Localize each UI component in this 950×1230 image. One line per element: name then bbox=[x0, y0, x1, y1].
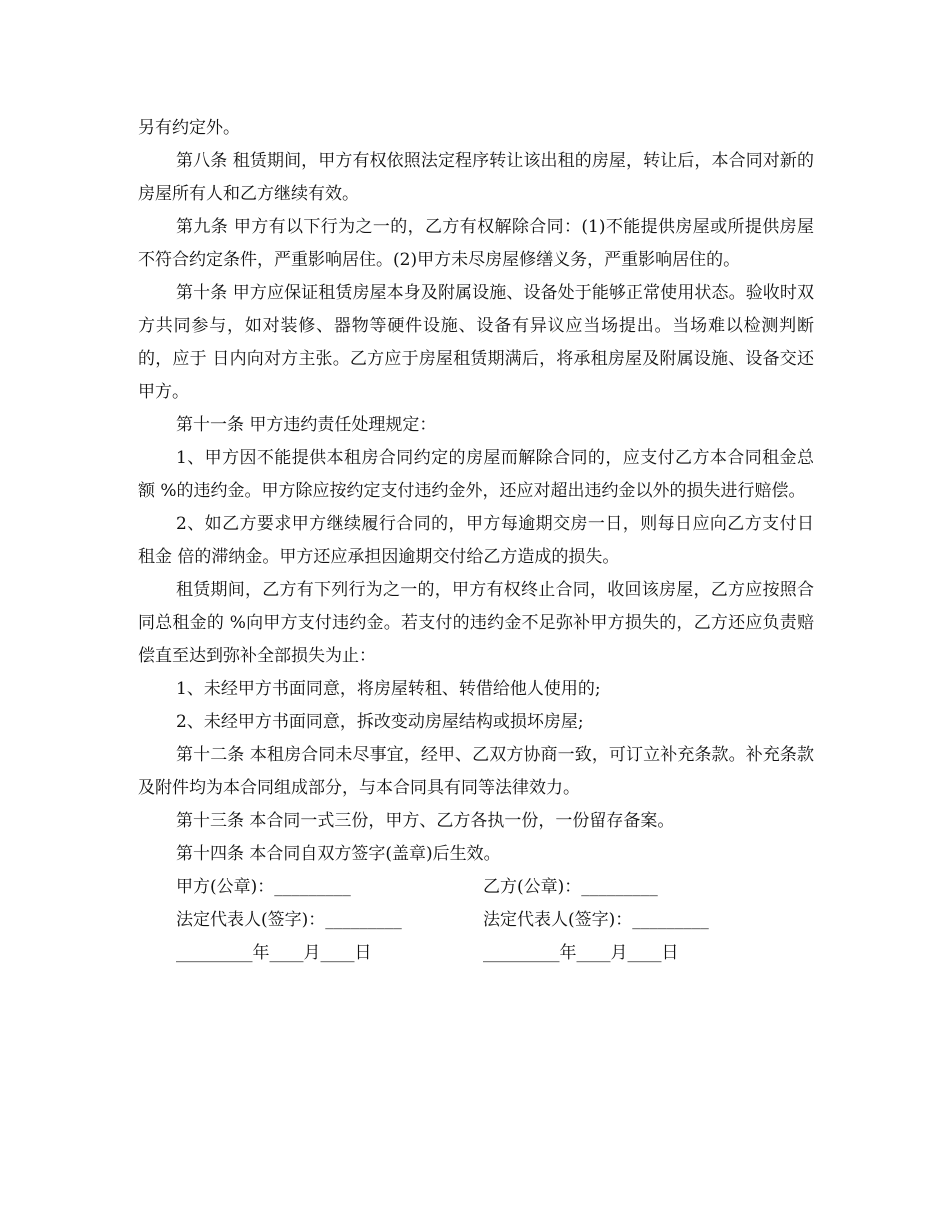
party-a-date-field: _________年____月____日 bbox=[176, 943, 372, 963]
party-b-date-field: _________年____月____日 bbox=[483, 943, 679, 963]
paragraph-continuation: 另有约定外。 bbox=[138, 118, 240, 138]
party-a-representative-field: 法定代表人(签字)：_________ bbox=[176, 910, 402, 930]
article-8: 第八条 租赁期间，甲方有权依照法定程序转让该出租的房屋，转让后，本合同对新的房屋所有人和乙方继续有效。 bbox=[138, 151, 814, 204]
party-a-seal-field: 甲方(公章)：_________ bbox=[176, 877, 351, 897]
party-b-representative-field: 法定代表人(签字)：_________ bbox=[483, 910, 709, 930]
signature-row-seal bbox=[138, 871, 814, 904]
tenant-breach-item-1: 1、未经甲方书面同意，将房屋转租、转借给他人使用的; bbox=[176, 679, 601, 699]
contract-body bbox=[138, 112, 814, 970]
article-14: 第十四条 本合同自双方签字(盖章)后生效。 bbox=[176, 844, 501, 864]
article-11-item-2: 2、如乙方要求甲方继续履行合同的，甲方每逾期交房一日，则每日应向乙方支付日租金 倍的滞纳金。甲方还应承担因逾期交付给乙方造成的损失。 bbox=[138, 514, 814, 567]
signature-row-representative bbox=[138, 904, 814, 937]
article-12: 第十二条 本租房合同未尽事宜，经甲、乙双方协商一致，可订立补充条款。补充条款及附件均为本合同组成部分，与本合同具有同等法律效力。 bbox=[138, 745, 814, 798]
article-11-item-1: 1、甲方因不能提供本租房合同约定的房屋而解除合同的，应支付乙方本合同租金总额 %的违约金。甲方除应按约定支付违约金外，还应对超出违约金以外的损失进行赔偿。 bbox=[138, 448, 814, 501]
signature-row-date bbox=[138, 937, 814, 970]
article-9: 第九条 甲方有以下行为之一的，乙方有权解除合同：(1)不能提供房屋或所提供房屋不符合约定条件，严重影响居住。(2)甲方未尽房屋修缮义务，严重影响居住的。 bbox=[138, 217, 814, 270]
party-b-seal-field: 乙方(公章)：_________ bbox=[483, 877, 658, 897]
article-13: 第十三条 本合同一式三份，甲方、乙方各执一份，一份留存备案。 bbox=[176, 811, 675, 831]
tenant-breach-clause: 租赁期间，乙方有下列行为之一的，甲方有权终止合同，收回该房屋，乙方应按照合同总租金的 %向甲方支付违约金。若支付的违约金不足弥补甲方损失的，乙方还应负责赔偿直至达到弥补全部损失为止： bbox=[138, 580, 814, 666]
signature-block bbox=[138, 871, 814, 970]
tenant-breach-item-2: 2、未经甲方书面同意，拆改变动房屋结构或损坏房屋; bbox=[176, 712, 584, 732]
article-10: 第十条 甲方应保证租赁房屋本身及附属设施、设备处于能够正常使用状态。验收时双方共同参与，如对装修、器物等硬件设施、设备有异议应当场提出。当场难以检测判断的，应于 日内向对方主张。乙方应于房屋租赁期满后，将承租房屋及附属设施、设备交还甲方。 bbox=[138, 283, 814, 402]
article-11: 第十一条 甲方违约责任处理规定： bbox=[176, 415, 437, 435]
